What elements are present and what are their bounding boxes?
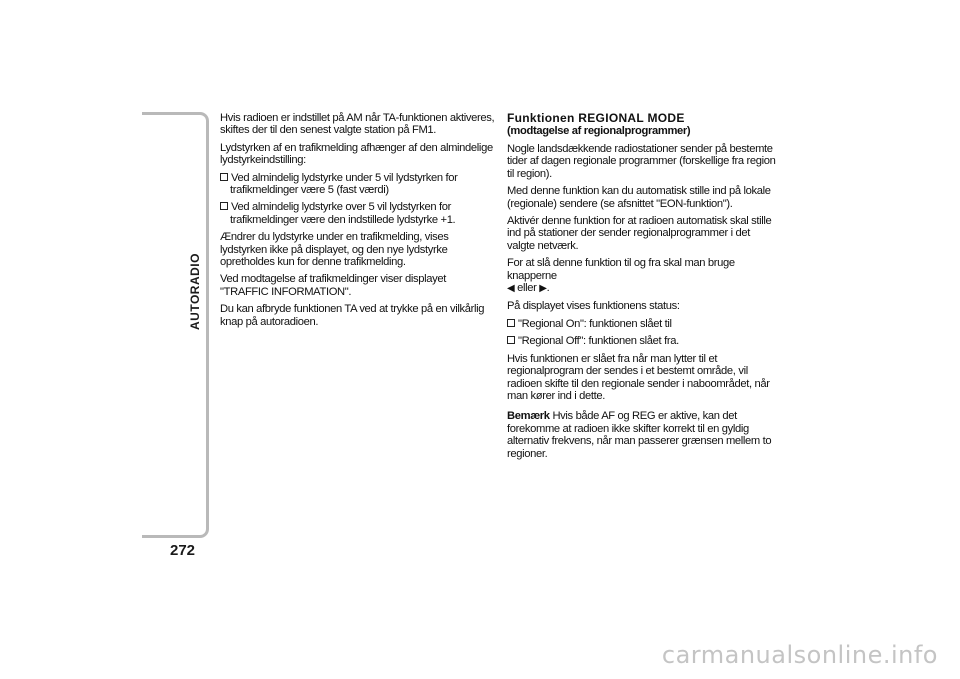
list-item bbox=[507, 335, 777, 347]
paragraph-text: For at slå denne funktion til og fra skal man bruge knapperne bbox=[507, 257, 735, 282]
list-item-text: "Regional On": funktionen slået til bbox=[518, 317, 672, 330]
paragraph: Med denne funktion kan du automatisk stille ind på lokale (regionale) sendere (se afsnittet "EON-funktion"). bbox=[507, 185, 771, 210]
paragraph: Aktivér denne funktion for at radioen automatisk skal stille ind på stationer der sender regionalprogrammer i det valgte netværk. bbox=[507, 215, 772, 252]
paragraph: Lydstyrken af en trafikmelding afhænger af den almindelige lydstyrkeindstilling: bbox=[220, 141, 493, 167]
note-label: Bemærk bbox=[507, 410, 550, 423]
note bbox=[507, 410, 777, 460]
paragraph: Hvis funktionen er slået fra når man lytter til et regionalprogram der sendes i et bestemt område, vil radioen skifte til den regionale sender i naboområdet, når man kører ind i dette. bbox=[507, 352, 770, 402]
checkbox-bullet-icon bbox=[507, 336, 515, 344]
paragraph-text: eller bbox=[517, 282, 537, 295]
paragraph bbox=[507, 257, 777, 295]
list-item-text: "Regional Off": funktionen slået fra. bbox=[518, 335, 679, 348]
right-column bbox=[507, 112, 777, 465]
paragraph: Ændrer du lydstyrke under en trafikmelding, vises lydstyrken ikke på displayet, og den nye lydstyrke opretholdes kun for denne trafikmelding. bbox=[220, 231, 449, 269]
list-item-text: Ved almindelig lydstyrke over 5 vil lydstyrken for trafikmeldinger være den indstillede lydstyrke +1. bbox=[230, 201, 456, 226]
page-number: 272 bbox=[170, 542, 196, 559]
arrow-left-icon: ◀ bbox=[507, 283, 515, 295]
paragraph: Du kan afbryde funktionen TA ved at trykke på en vilkårlig knap på autoradioen. bbox=[220, 303, 485, 328]
section-label: AUTORADIO bbox=[188, 253, 202, 330]
arrow-right-icon: ▶ bbox=[539, 283, 547, 295]
checkbox-bullet-icon bbox=[507, 319, 515, 327]
list-item bbox=[220, 201, 495, 226]
left-column bbox=[220, 112, 495, 333]
watermark: carmanualsonline.info bbox=[661, 641, 938, 669]
paragraph: Ved modtagelse af trafikmeldinger viser displayet "TRAFFIC INFORMATION". bbox=[220, 273, 446, 298]
paragraph: Nogle landsdækkende radiostationer sender på bestemte tider af dagen regionale programmer (forskellige fra region til region). bbox=[507, 143, 776, 180]
paragraph-text: . bbox=[546, 282, 550, 295]
note-text: Hvis både AF og REG er aktive, kan det forekomme at radioen ikke skifter korrekt til en gyldig alternativ frekvens, når man passerer grænsen mellem to regioner. bbox=[507, 410, 772, 460]
checkbox-bullet-icon bbox=[220, 173, 228, 181]
paragraph: Hvis radioen er indstillet på AM når TA-funktionen aktiveres, skiftes der til den senest valgte station på FM1. bbox=[220, 112, 495, 137]
list-item-text: Ved almindelig lydstyrke under 5 vil lydstyrken for trafikmeldinger være 5 (fast værdi) bbox=[230, 171, 458, 197]
paragraph: På displayet vises funktionens status: bbox=[507, 300, 680, 313]
list-item bbox=[507, 318, 777, 330]
checkbox-bullet-icon bbox=[220, 202, 228, 210]
list-item bbox=[220, 172, 495, 197]
section-subheading: (modtagelse af regionalprogrammer) bbox=[507, 125, 691, 137]
section-heading: Funktionen REGIONAL MODE bbox=[507, 111, 685, 125]
